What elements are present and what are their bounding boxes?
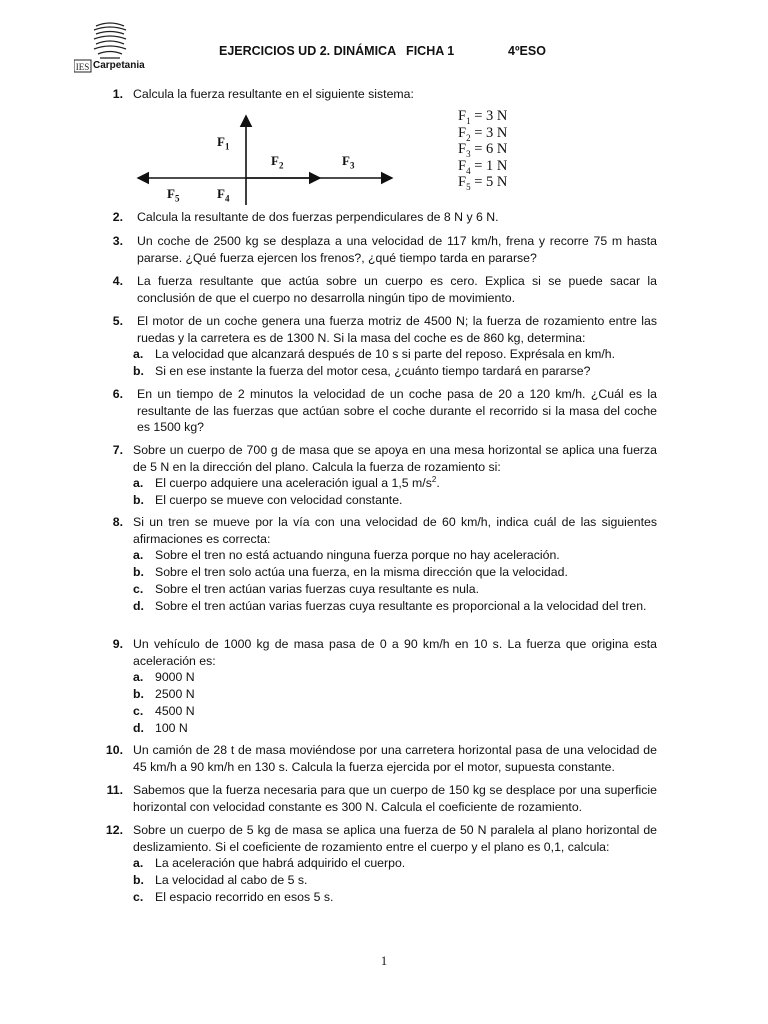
question-number: 3. <box>112 234 123 248</box>
force-values <box>458 108 598 191</box>
question-number: 4. <box>112 274 123 288</box>
option-d: d. Sobre el tren actúan varias fuerzas cuya resultante es proporcional a la velocidad del tren. <box>133 598 647 613</box>
question-body <box>133 822 657 906</box>
question-number: 1. <box>112 87 123 101</box>
question-number: 9. <box>112 637 123 651</box>
course-level: 4ºESO <box>508 44 546 58</box>
question-text: Calcula la resultante de dos fuerzas perpendiculares de 8 N y 6 N. <box>137 210 499 224</box>
option-a: a. 9000 N <box>133 670 195 685</box>
question-number: 2. <box>112 210 123 224</box>
option-c: c. 4500 N <box>133 703 195 718</box>
question-text: En un tiempo de 2 minutos la velocidad de un coche pasa de 20 a 120 km/h. ¿Cuál es la resultante de las fuerzas que actúan sobre el coche durante el recorrido si la masa del coche es 1500 kg? <box>137 387 657 435</box>
option-a: a. Sobre el tren no está actuando ninguna fuerza porque no hay aceleración. <box>133 548 560 563</box>
question-text: Un camión de 28 t de masa moviéndose por una carretera horizontal pasa de una velocidad de 45 km/h a 90 km/h en 130 s. Calcula la fuerza ejercida por el motor, supuesta constante. <box>133 743 657 774</box>
question-number: 6. <box>112 387 123 401</box>
label-f4: $F_4$ <box>217 186 230 204</box>
question-number: 8. <box>112 515 123 529</box>
force-diagram <box>130 110 400 210</box>
worksheet-header <box>0 44 768 62</box>
option-b: b. Sobre el tren solo actúa una fuerza, en la misma dirección que la velocidad. <box>133 565 568 580</box>
force-value-row: $F_3 = 6$ N <box>458 141 508 159</box>
question-text: El motor de un coche genera una fuerza motriz de 4500 N; la fuerza de rozamiento entre las ruedas y la carretera es de 1300 N. Si la masa del coche es de 860 kg, determina: <box>137 314 657 345</box>
question-text: Sobre un cuerpo de 700 g de masa que se apoya en una mesa horizontal se aplica una fuerza de 5 N en la dirección del plano. Calcula la fuerza de rozamiento si: <box>133 443 657 474</box>
question-number: 7. <box>112 443 123 457</box>
question-body <box>133 442 657 509</box>
option-a: a. La velocidad que alcanzará después de 10 s si parte del reposo. Exprésala en km/h. <box>133 347 616 362</box>
label-f2: $F_2$ <box>271 153 284 171</box>
page-number: 1 <box>380 954 388 968</box>
force-value-row: $F_1 = 3$ N <box>458 108 508 126</box>
question-text: La fuerza resultante que actúa sobre un cuerpo es cero. Explica si se puede sacar la conclusión de que el cuerpo no desarrolla ningún tipo de movimiento. <box>137 274 657 305</box>
label-f3: $F_3$ <box>342 153 355 171</box>
option-c: c. El espacio recorrido en esos 5 s. <box>133 889 334 904</box>
question-number: 12. <box>105 823 123 837</box>
worksheet-title: EJERCICIOS UD 2. DINÁMICA FICHA 1 <box>219 44 455 58</box>
option-c: c. Sobre el tren actúan varias fuerzas cuya resultante es nula. <box>133 581 480 596</box>
option-a: a. El cuerpo adquiere una aceleración igual a 1,5 $m/s^2$. <box>133 475 440 491</box>
question-number: 5. <box>112 314 123 328</box>
school-logo-name: Carpetania <box>93 60 145 71</box>
svg-text:IES: IES <box>75 62 90 72</box>
option-d: d. 100 N <box>133 720 188 735</box>
question-text: Si un tren se mueve por la vía con una velocidad de 60 km/h, indica cuál de las siguientes afirmaciones es correcta: <box>133 515 657 546</box>
option-b: b. La velocidad al cabo de 5 s. <box>133 873 308 888</box>
label-f5: $F_5$ <box>167 186 180 204</box>
label-f1: $F_1$ <box>217 134 230 152</box>
question-text: Un coche de 2500 kg se desplaza a una velocidad de 117 km/h, frena y recorre 75 m hasta pararse. ¿Qué fuerza ejercen los frenos?, ¿qué tiempo tarda en pararse? <box>137 234 657 265</box>
question-text: Sobre un cuerpo de 5 kg de masa se aplica una fuerza de 50 N paralela al plano horizontal de deslizamiento. Si el coeficiente de rozamiento entre el cuerpo y el plano es 0,1, calcula: <box>133 823 657 854</box>
question-text: Sabemos que la fuerza necesaria para que un cuerpo de 150 kg se desplace por una superficie horizontal con velocidad constante es 300 N. Calcula el coeficiente de rozamiento. <box>133 783 657 814</box>
option-b: b. El cuerpo se mueve con velocidad constante. <box>133 493 403 508</box>
question-text: Un vehículo de 1000 kg de masa pasa de 0 a 90 km/h en 10 s. La fuerza que origina esta aceleración es: <box>133 637 657 668</box>
force-value-row: $F_5 = 5$ N <box>458 174 508 192</box>
option-a: a. La aceleración que habrá adquirido el cuerpo. <box>133 856 406 871</box>
option-b: b. Si en ese instante la fuerza del motor cesa, ¿cuánto tiempo tardará en pararse? <box>133 364 591 379</box>
question-text: Calcula la fuerza resultante en el siguiente sistema: <box>133 87 414 101</box>
question-number: 10. <box>105 743 123 757</box>
question-number: 11. <box>106 783 123 797</box>
question-body <box>133 313 657 380</box>
force-value-row: $F_4 = 1$ N <box>458 157 508 176</box>
question-body <box>133 636 657 736</box>
question-body <box>133 514 657 614</box>
force-value-row: $F_2 = 3$ N <box>458 124 508 143</box>
option-b: b. 2500 N <box>133 687 195 702</box>
